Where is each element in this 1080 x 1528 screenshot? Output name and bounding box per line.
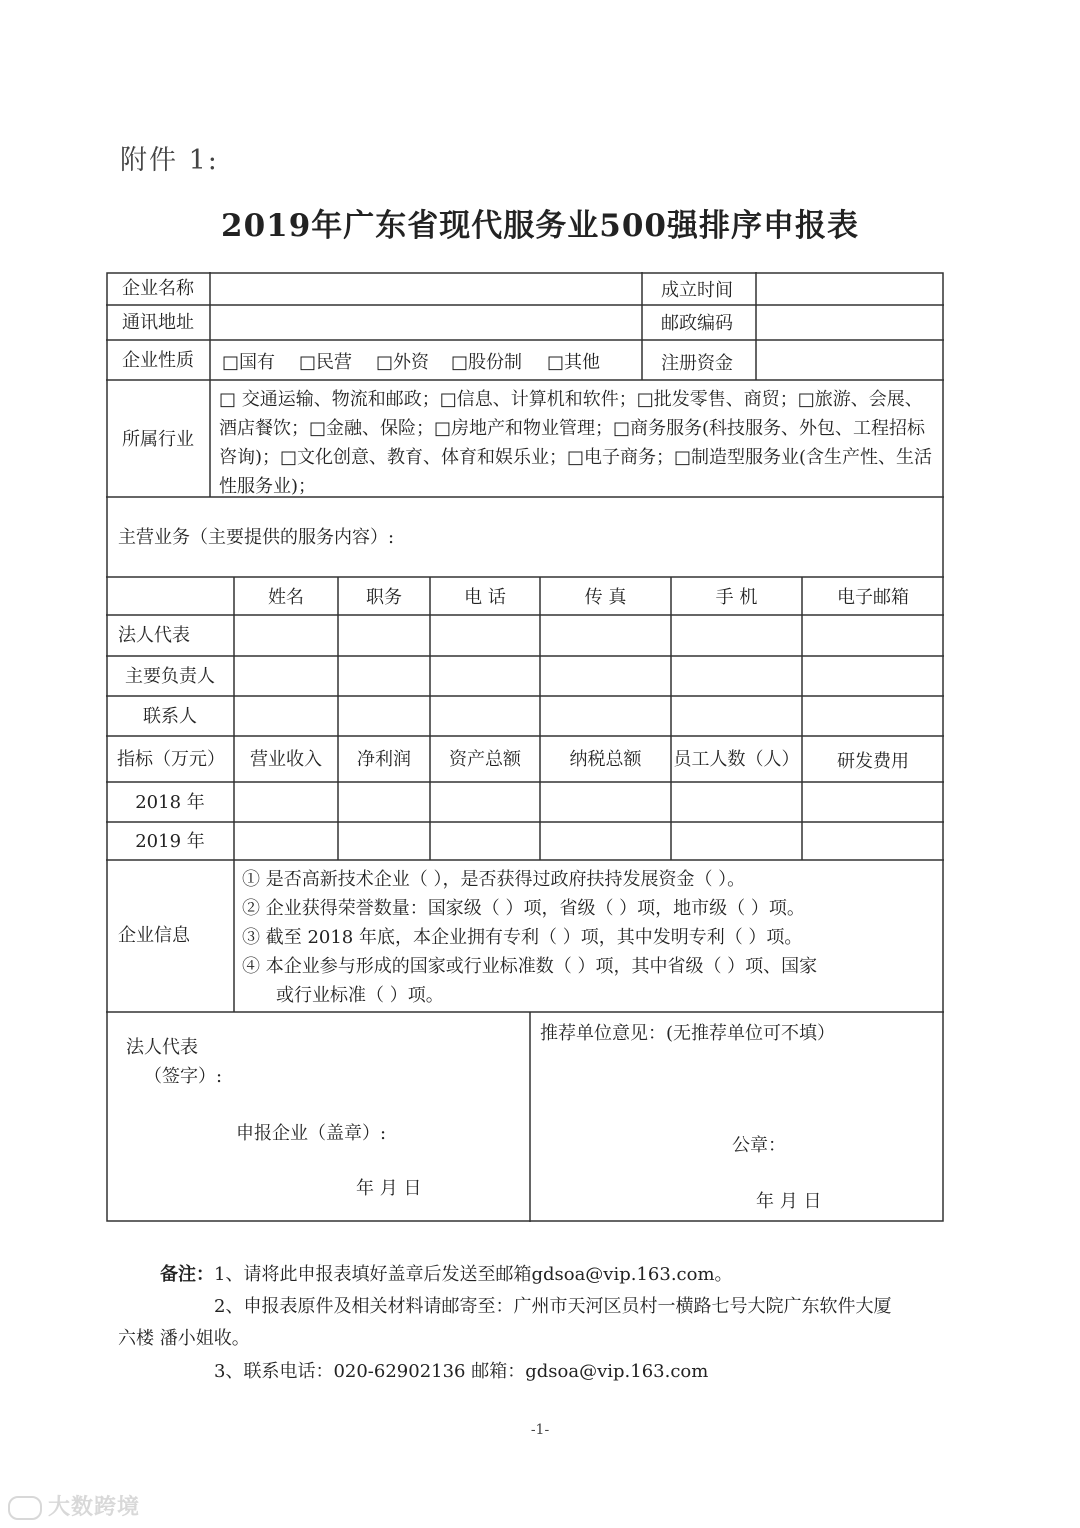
row-legal-rep: 法人代表 (118, 625, 190, 646)
indicator-total-tax: 纳税总额 (569, 749, 642, 770)
application-form-table (106, 272, 944, 1222)
row-principal: 主要负责人 (125, 666, 215, 687)
legal-rep-sign-line2: （签字）: (144, 1066, 223, 1087)
note-item-2-line2: 六楼 潘小姐收。 (118, 1328, 250, 1349)
attachment-label: 附件 1: (120, 145, 219, 176)
indicator-total-assets: 资产总额 (449, 749, 521, 770)
header-mobile: 手 机 (715, 587, 758, 608)
founded-label: 成立时间 (661, 280, 733, 301)
info-label: 企业信息 (118, 925, 190, 946)
row-contact-person: 联系人 (143, 706, 197, 727)
postcode-label: 邮政编码 (661, 313, 733, 334)
note-item-2-line1: 2、申报表原件及相关材料请邮寄至：广州市天河区员村一横路七号大院广东软件大厦 (214, 1296, 892, 1317)
nature-option-foreign[interactable]: □外资 (376, 352, 430, 373)
date-left: 年 月 日 (356, 1178, 422, 1199)
header-fax: 传 真 (584, 587, 627, 608)
nature-option-private[interactable]: □民营 (299, 352, 353, 373)
indicator-revenue: 营业收入 (250, 749, 322, 770)
industry-label: 所属行业 (122, 429, 194, 450)
info-item-1: ① 是否高新技术企业（ ），是否获得过政府扶持发展资金（ ）。 (242, 869, 746, 890)
year-2018: 2018 年 (135, 792, 205, 813)
info-item-3: ③ 截至 2018 年底，本企业拥有专利（ ）项，其中发明专利（ ）项。 (242, 927, 803, 948)
header-phone: 电 话 (464, 587, 506, 608)
capital-label: 注册资金 (661, 353, 733, 374)
info-item-4-cont: 或行业标准（ ）项。 (276, 985, 444, 1006)
page-number: -1- (530, 1422, 550, 1438)
notes-block (160, 1265, 733, 1285)
address-label: 通讯地址 (122, 312, 194, 333)
indicator-rnd: 研发费用 (837, 751, 909, 772)
indicator-employees: 员工人数（人） (673, 749, 800, 770)
indicator-net-profit: 净利润 (357, 749, 411, 770)
industry-options-text: □ 交通运输、物流和邮政；□信息、计算机和软件；□批发零售、商贸；□旅游、会展、酒店餐饮；□金融、保险；□房地产和物业管理；□商务服务(科技服务、外包、工程招标咨询)；□文化创意、教育、体育和娱乐业；□电子商务；□制造型服务业(含生产性、生活性服务业)； (219, 389, 933, 497)
recommend-label: 推荐单位意见：(无推荐单位可不填） (540, 1023, 836, 1044)
date-right: 年 月 日 (756, 1191, 822, 1212)
form-title: 2019年广东省现代服务业500强排序申报表 (221, 208, 859, 244)
header-name: 姓名 (268, 587, 304, 608)
nature-option-other[interactable]: □其他 (547, 352, 601, 373)
note-item-3: 3、联系电话：020-62902136 邮箱：gdsoa@vip.163.com (214, 1361, 709, 1382)
watermark (8, 1490, 140, 1521)
info-item-4: ④ 本企业参与形成的国家或行业标准数（ ）项，其中省级（ ）项、国家 (242, 956, 818, 977)
nature-option-joint-stock[interactable]: □股份制 (451, 352, 523, 373)
watermark-logo-icon (8, 1496, 42, 1520)
indicator-label: 指标（万元） (117, 749, 225, 770)
header-email: 电子邮箱 (837, 587, 909, 608)
note-item-1: 1、请将此申报表填好盖章后发送至邮箱gdsoa@vip.163.com。 (214, 1264, 733, 1285)
info-item-2: ② 企业获得荣誉数量：国家级（ ）项，省级（ ）项，地市级（ ）项。 (242, 898, 805, 919)
nature-option-state[interactable]: □国有 (222, 352, 276, 373)
main-business-label: 主营业务（主要提供的服务内容）: (118, 527, 395, 548)
year-2019: 2019 年 (135, 831, 205, 852)
official-seal: 公章： (732, 1135, 786, 1156)
notes-label: 备注： (160, 1264, 214, 1285)
header-position: 职务 (366, 587, 402, 608)
legal-rep-sign-line1: 法人代表 (126, 1037, 198, 1058)
company-name-label: 企业名称 (122, 278, 194, 299)
watermark-text: 大数跨境 (48, 1495, 141, 1520)
applicant-seal: 申报企业（盖章）: (236, 1123, 387, 1144)
nature-label: 企业性质 (122, 350, 194, 371)
